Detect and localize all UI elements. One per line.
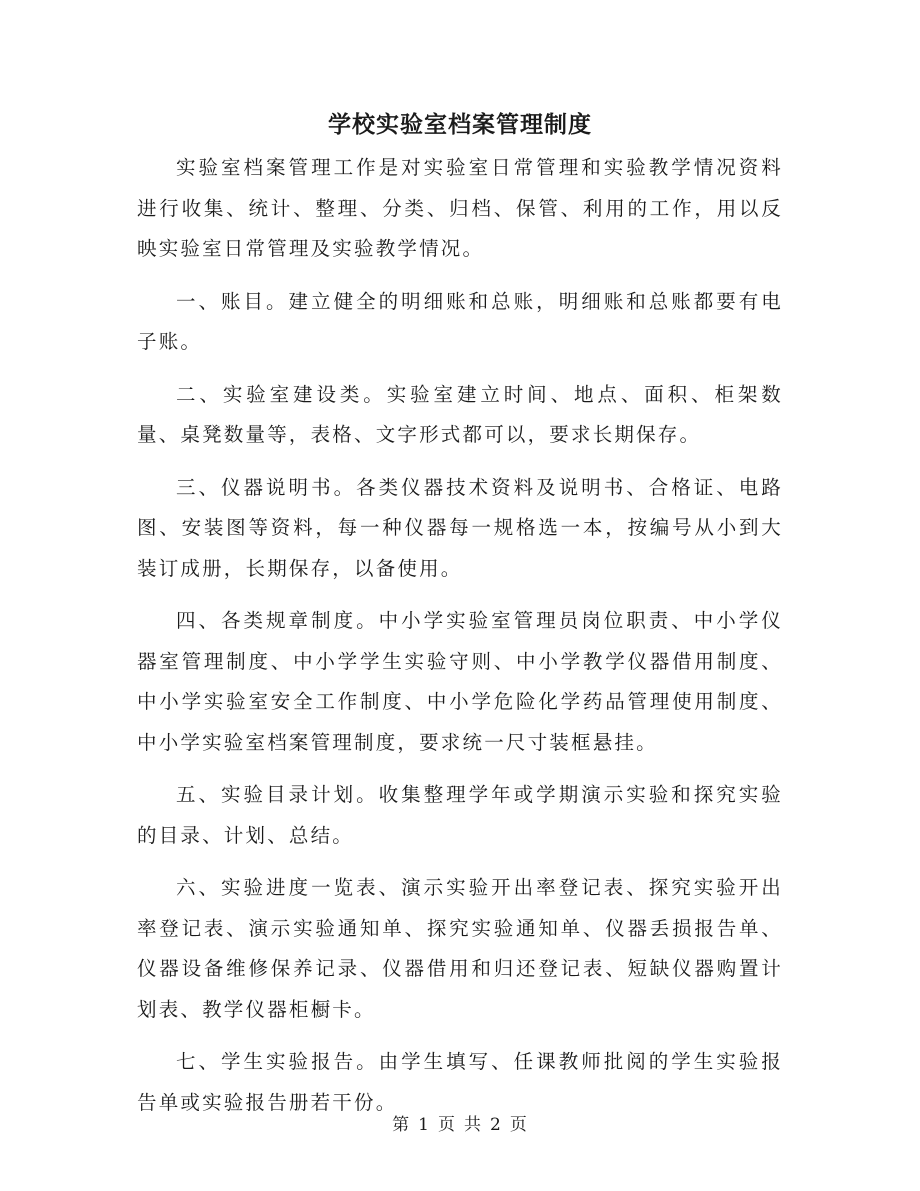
- paragraph-instrument-manuals: 三、仪器说明书。各类仪器技术资料及说明书、合格证、电路图、安装图等资料，每一种仪器每一规格选一本，按编号从小到大装订成册，长期保存，以备使用。: [137, 475, 783, 580]
- footer-suffix: 页: [509, 1115, 528, 1135]
- document-body: [137, 148, 783, 1135]
- paragraph-lab-construction: 二、实验室建设类。实验室建立时间、地点、面积、柜架数量、桌凳数量等，表格、文字形式都可以，要求长期保存。: [137, 382, 783, 446]
- paragraph-intro: 实验室档案管理工作是对实验室日常管理和实验教学情况资料进行收集、统计、整理、分类、归档、保管、利用的工作，用以反映实验室日常管理及实验教学情况。: [137, 156, 783, 260]
- paragraph-progress-forms: 六、实验进度一览表、演示实验开出率登记表、探究实验开出率登记表、演示实验通知单、探究实验通知单、仪器丢损报告单、仪器设备维修保养记录、仪器借用和归还登记表、短缺仪器购置计划表、教学仪器柜橱卡。: [137, 876, 783, 1021]
- paragraph-regulations: 四、各类规章制度。中小学实验室管理员岗位职责、中小学仪器室管理制度、中小学学生实验守则、中小学教学仪器借用制度、中小学实验室安全工作制度、中小学危险化学药品管理使用制度、中小学实验室档案管理制度，要求统一尺寸装框悬挂。: [137, 609, 783, 754]
- paragraph-student-reports: 七、学生实验报告。由学生填写、任课教师批阅的学生实验报告单或实验报告册若干份。: [137, 1050, 783, 1114]
- paragraph-accounts: 一、账目。建立健全的明细账和总账，明细账和总账都要有电子账。: [137, 289, 783, 353]
- paragraph-experiment-catalog: 五、实验目录计划。收集整理学年或学期演示实验和探究实验的目录、计划、总结。: [137, 783, 783, 847]
- page-title: 学校实验室档案管理制度: [328, 111, 592, 138]
- footer-total-pages: 2: [490, 1115, 502, 1135]
- footer-current-page: 1: [418, 1115, 430, 1135]
- footer-prefix: 第: [392, 1115, 411, 1135]
- footer-page-word: 页: [438, 1115, 456, 1135]
- page-footer: [0, 1112, 920, 1138]
- footer-total-word: 共: [464, 1115, 482, 1135]
